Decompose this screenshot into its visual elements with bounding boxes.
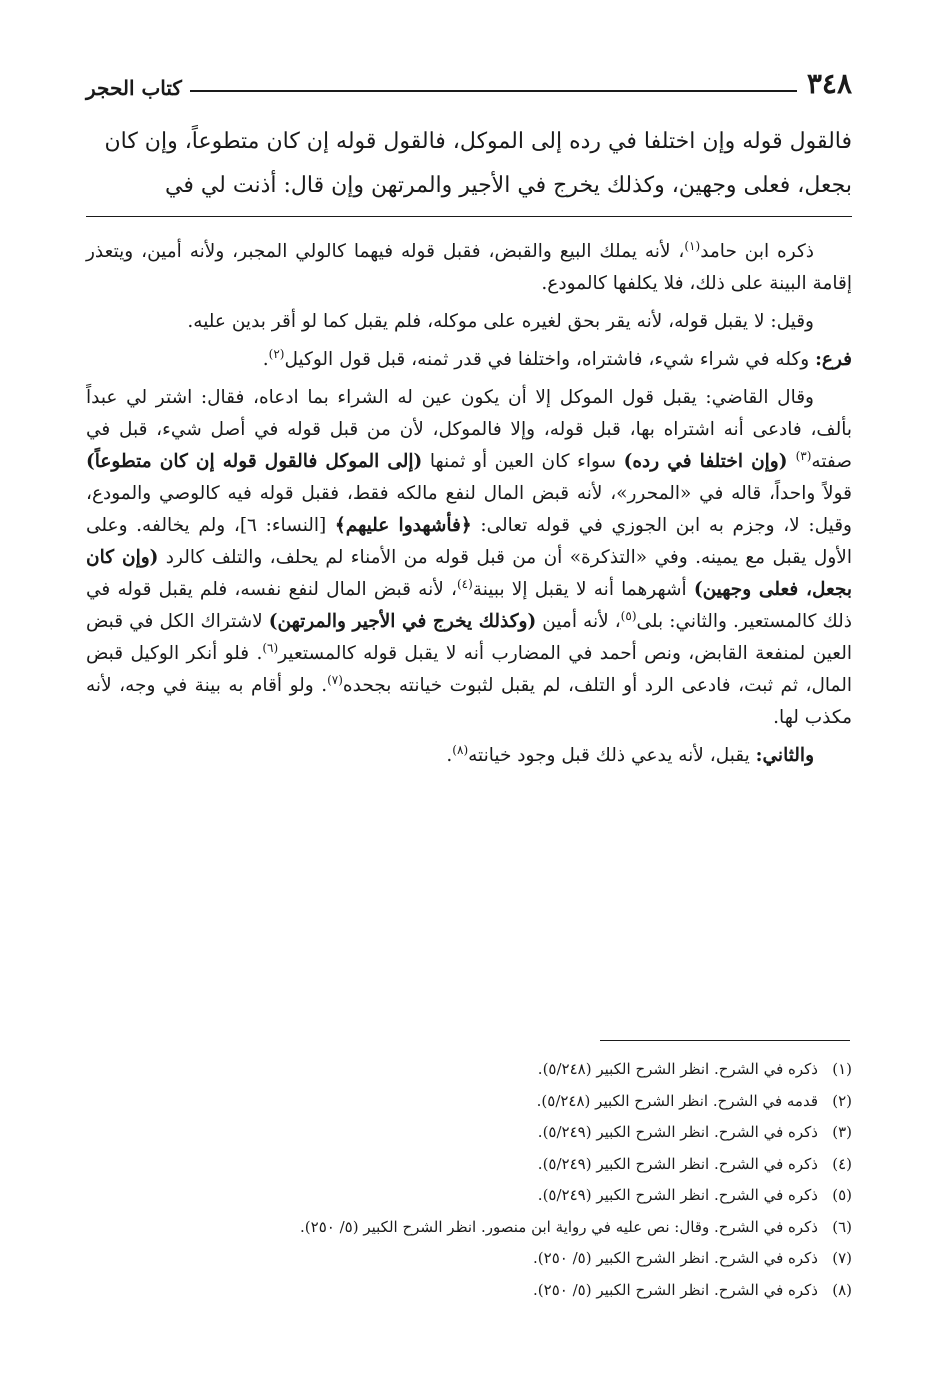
quoted-matn: (وإن كان بجعل، فعلى وجهين) [86, 547, 852, 600]
commentary-paragraph [86, 382, 852, 734]
footnote-number: (٨) [832, 1280, 852, 1299]
footnote-number: (١) [832, 1060, 852, 1078]
commentary-text: وكله في شراء شيء، فاشتراه، واختلفا في قدر ثمنه، قبل قول الوكيل [284, 349, 816, 370]
header-rule [190, 90, 797, 92]
main-text-line: فالقول قوله وإن اختلفا في رده إلى الموكل، فالقول قوله إن كان متطوعاً، وإن كان [104, 129, 852, 154]
footnote [86, 1149, 852, 1181]
footnote [86, 1243, 852, 1275]
footnote-divider [600, 1040, 850, 1041]
footnote-text: ذكره في الشرح. انظر الشرح الكبير (٥/٢٤٩). [537, 1186, 818, 1204]
footnote-number: (٧) [832, 1249, 852, 1267]
commentary [86, 236, 852, 778]
commentary-text: . [446, 745, 453, 766]
footnotes-list [86, 1054, 852, 1306]
main-text-line: بجعل، فعلى وجهين، وكذلك يخرج في الأجير والمرتهن وإن قال: أذنت لي في [164, 173, 852, 198]
running-title: كتاب الحجر [86, 76, 182, 100]
commentary-text: ذكره ابن حامد [700, 241, 814, 262]
footnote-number: (٦) [832, 1217, 852, 1236]
footnote-number: (٥) [832, 1186, 852, 1204]
commentary-text: قولاً واحداً، قاله في «المحرر»، لأنه قبض المال لنفع مالكه فقط، فقبل قوله فيه كالوصي والمودع، وقيل: لا، وجزم به ابن الجوزي في قوله تعالى: [86, 483, 852, 536]
footnote [86, 1054, 852, 1086]
footnote-text: ذكره في الشرح. انظر الشرح الكبير (٥/٢٤٩). [537, 1154, 818, 1173]
footnote-number: (٢) [832, 1091, 852, 1110]
commentary-text: سواء كان العين أو ثمنها [422, 451, 624, 472]
footnote [86, 1180, 852, 1212]
footnote-ref: (٧) [327, 672, 343, 687]
footnote [86, 1212, 852, 1244]
commentary-paragraph [86, 740, 852, 772]
footnote-ref: (٨) [452, 742, 469, 757]
quoted-matn: (إلى الموكل فالقول قوله إن كان متطوعاً) [86, 451, 423, 472]
footnote-ref: (٦) [262, 640, 279, 655]
commentary-text: ، لأنه أمين [536, 611, 621, 632]
footnote-number: (٤) [832, 1154, 852, 1173]
quoted-matn: (وإن اختلفا في رده) [623, 451, 796, 472]
second-view-label: والثاني: [755, 745, 814, 766]
commentary-paragraph: وقيل: لا يقبل قوله، لأنه يقر بحق لغيره على موكله، فلم يقبل كما لو أقر بدين عليه. [187, 311, 814, 332]
page-number: ٣٤٨ [806, 67, 852, 100]
commentary-paragraph [86, 236, 852, 300]
footnote-text: قدمه في الشرح. انظر الشرح الكبير (٥/٢٤٨). [536, 1091, 818, 1110]
footnote [86, 1086, 852, 1118]
footnote [86, 1117, 852, 1149]
footnote [86, 1275, 852, 1307]
footnote-ref: (٣) [795, 448, 812, 463]
footnote-ref: (١) [684, 238, 701, 253]
footnote-text: ذكره في الشرح. انظر الشرح الكبير (٥/٢٤٨). [537, 1060, 818, 1078]
commentary-text: ، لأنه قبض المال لنفع نفسه، فلم يقبل قوله في ذلك كالمستعير. والثاني: بلى [86, 579, 852, 632]
far-label: فرع: [815, 349, 852, 370]
footnote-text: ذكره في الشرح. انظر الشرح الكبير (٥/ ٢٥٠). [533, 1280, 818, 1299]
commentary-text: [النساء: ٦]، ولم يخالفه. وعلى الأول يقبل مع يمينه. وفي «التذكرة» أن من قبل قوله من الأمناء لم يحلف، والتلف كالرد [86, 515, 853, 568]
quoted-matn: (وكذلك يخرج في الأجير والمرتهن) [268, 611, 537, 632]
footnote-ref: (٤) [456, 576, 473, 591]
commentary-text: . فلو أنكر الوكيل قبض المال، ثم ثبت، فادعى الرد أو التلف، لم يقبل لثبوت خيانته بجحده [86, 643, 853, 696]
footnote-number: (٣) [832, 1123, 852, 1141]
footnote-text: ذكره في الشرح. وقال: نص عليه في رواية ابن منصور. انظر الشرح الكبير (٥/ ٢٥٠). [300, 1217, 818, 1236]
main-text-divider [86, 216, 852, 217]
footnote-ref: (٥) [620, 608, 637, 623]
main-text [86, 120, 852, 208]
commentary-text: لاشتراك الكل في قبض العين لمنفعة القابض، ونص أحمد في المضارب أنه لا يقبل قوله كالمستعير [86, 611, 852, 664]
footnote-ref: (٢) [268, 346, 285, 361]
quran-verse: ﴿فأشهدوا عليهم﴾ [334, 515, 472, 536]
footnote-text: ذكره في الشرح. انظر الشرح الكبير (٥/٢٤٩). [537, 1123, 818, 1141]
commentary-text: أشهرهما أنه لا يقبل إلا ببينة [472, 579, 694, 600]
page-header [86, 58, 852, 98]
commentary-text: . ولو أقام به بينة في وجه، لأنه مكذب لها. [86, 675, 852, 728]
commentary-text: يقبل، لأنه يدعي ذلك قبل وجود خيانته [468, 745, 756, 766]
commentary-text: . [262, 349, 269, 370]
commentary-text: ، لأنه يملك البيع والقبض، فقبل قوله فيهما كالولي المجبر، ولأنه أمين، ويتعذر إقامة البينة على ذلك، فلا يكلفها كالمودع. [86, 241, 852, 294]
commentary-paragraph [86, 344, 852, 376]
commentary-text: وقال القاضي: يقبل قول الموكل إلا أن يكون عين له الشراء بما ادعاه، فقال: اشتر لي عبداً بألف، فادعى أنه اشتراه بها، قبل قوله، وإلا فالموكل، لأن من قبل قوله في أصل شيء، قبل في صفته [86, 387, 852, 472]
footnote-text: ذكره في الشرح. انظر الشرح الكبير (٥/ ٢٥٠). [533, 1249, 818, 1267]
